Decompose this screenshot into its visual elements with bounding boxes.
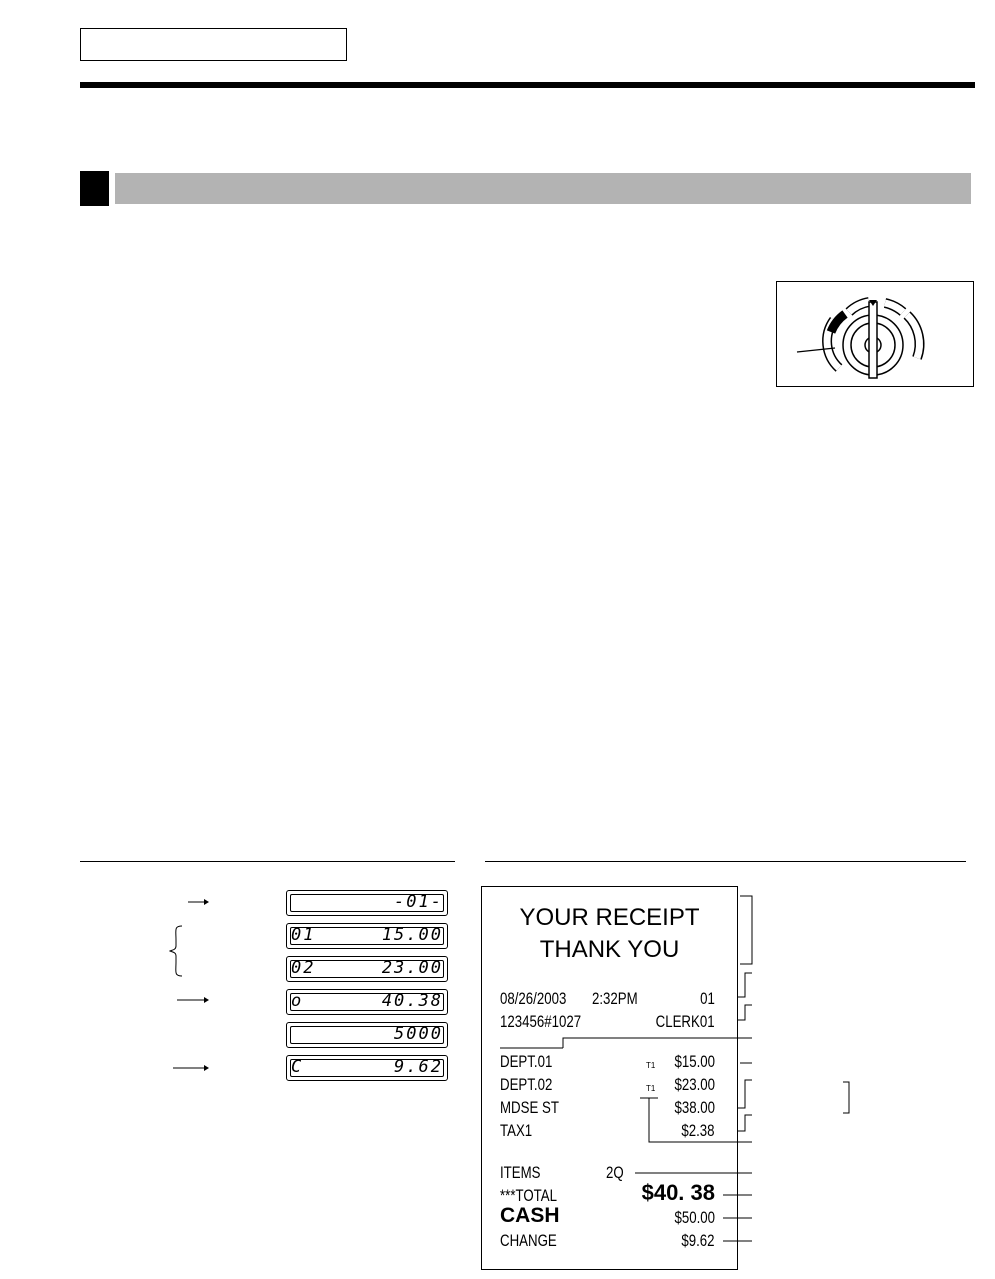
receipt-tax-symbol: T1	[646, 1084, 656, 1093]
display-dept01	[286, 923, 448, 949]
receipt-total-label: ***TOTAL	[500, 1186, 558, 1205]
receipt-change-amount: $9.62	[681, 1231, 715, 1250]
receipt-total-amount: $40. 38	[641, 1180, 715, 1205]
section-number-marker	[80, 171, 109, 206]
receipt-item-label: DEPT.02	[500, 1075, 553, 1094]
display-left: C	[291, 1057, 304, 1077]
receipt-cash-amount: $50.00	[674, 1208, 715, 1227]
receipt-message-line1: YOUR RECEIPT	[519, 904, 700, 931]
display-right: 5000	[394, 1024, 443, 1044]
display-change	[286, 1055, 448, 1081]
display-subtotal	[286, 989, 448, 1015]
receipt-message-line2: THANK YOU	[539, 936, 680, 963]
display-tender	[286, 1022, 448, 1048]
mode-switch-icon	[777, 282, 975, 388]
display-right: 9.62	[394, 1057, 443, 1077]
display-dept02	[286, 956, 448, 982]
receipt-register-number: 01	[700, 989, 715, 1008]
receipt-change-label: CHANGE	[500, 1231, 557, 1250]
receipt-mdse-amount: $38.00	[674, 1098, 715, 1117]
mode-key-illustration	[776, 281, 974, 387]
receipt-mdse-label: MDSE ST	[500, 1098, 559, 1117]
receipt-item-amount: $23.00	[674, 1075, 715, 1094]
left-column-rule	[80, 861, 455, 862]
receipt-items-label: ITEMS	[500, 1163, 541, 1182]
receipt-time: 2:32PM	[592, 989, 638, 1008]
receipt-clerk: CLERK01	[656, 1012, 715, 1031]
section-title-bar	[115, 173, 971, 204]
receipt-cash-label: CASH	[500, 1204, 560, 1227]
receipt-item-amount: $15.00	[674, 1052, 715, 1071]
display-right: 40.38	[381, 991, 443, 1011]
display-right: 23.00	[381, 958, 443, 978]
display-clerk	[286, 890, 448, 916]
header-label-box	[80, 28, 347, 61]
display-left: 02	[291, 958, 316, 978]
display-left: 01	[291, 925, 316, 945]
receipt-date: 08/26/2003	[500, 989, 567, 1008]
display-right: 15.00	[381, 925, 443, 945]
receipt-item-label: DEPT.01	[500, 1052, 553, 1071]
receipt-tax-label: TAX1	[500, 1121, 533, 1140]
receipt-tax-amount: $2.38	[681, 1121, 715, 1140]
receipt	[481, 886, 738, 1270]
right-column-rule	[485, 861, 966, 862]
display-left: o	[291, 991, 304, 1011]
receipt-tax-symbol: T1	[646, 1061, 656, 1070]
display-right: -01-	[394, 892, 443, 912]
header-rule	[80, 82, 975, 88]
receipt-consecutive-number: 123456#1027	[500, 1012, 582, 1031]
receipt-items-count: 2Q	[606, 1163, 624, 1182]
